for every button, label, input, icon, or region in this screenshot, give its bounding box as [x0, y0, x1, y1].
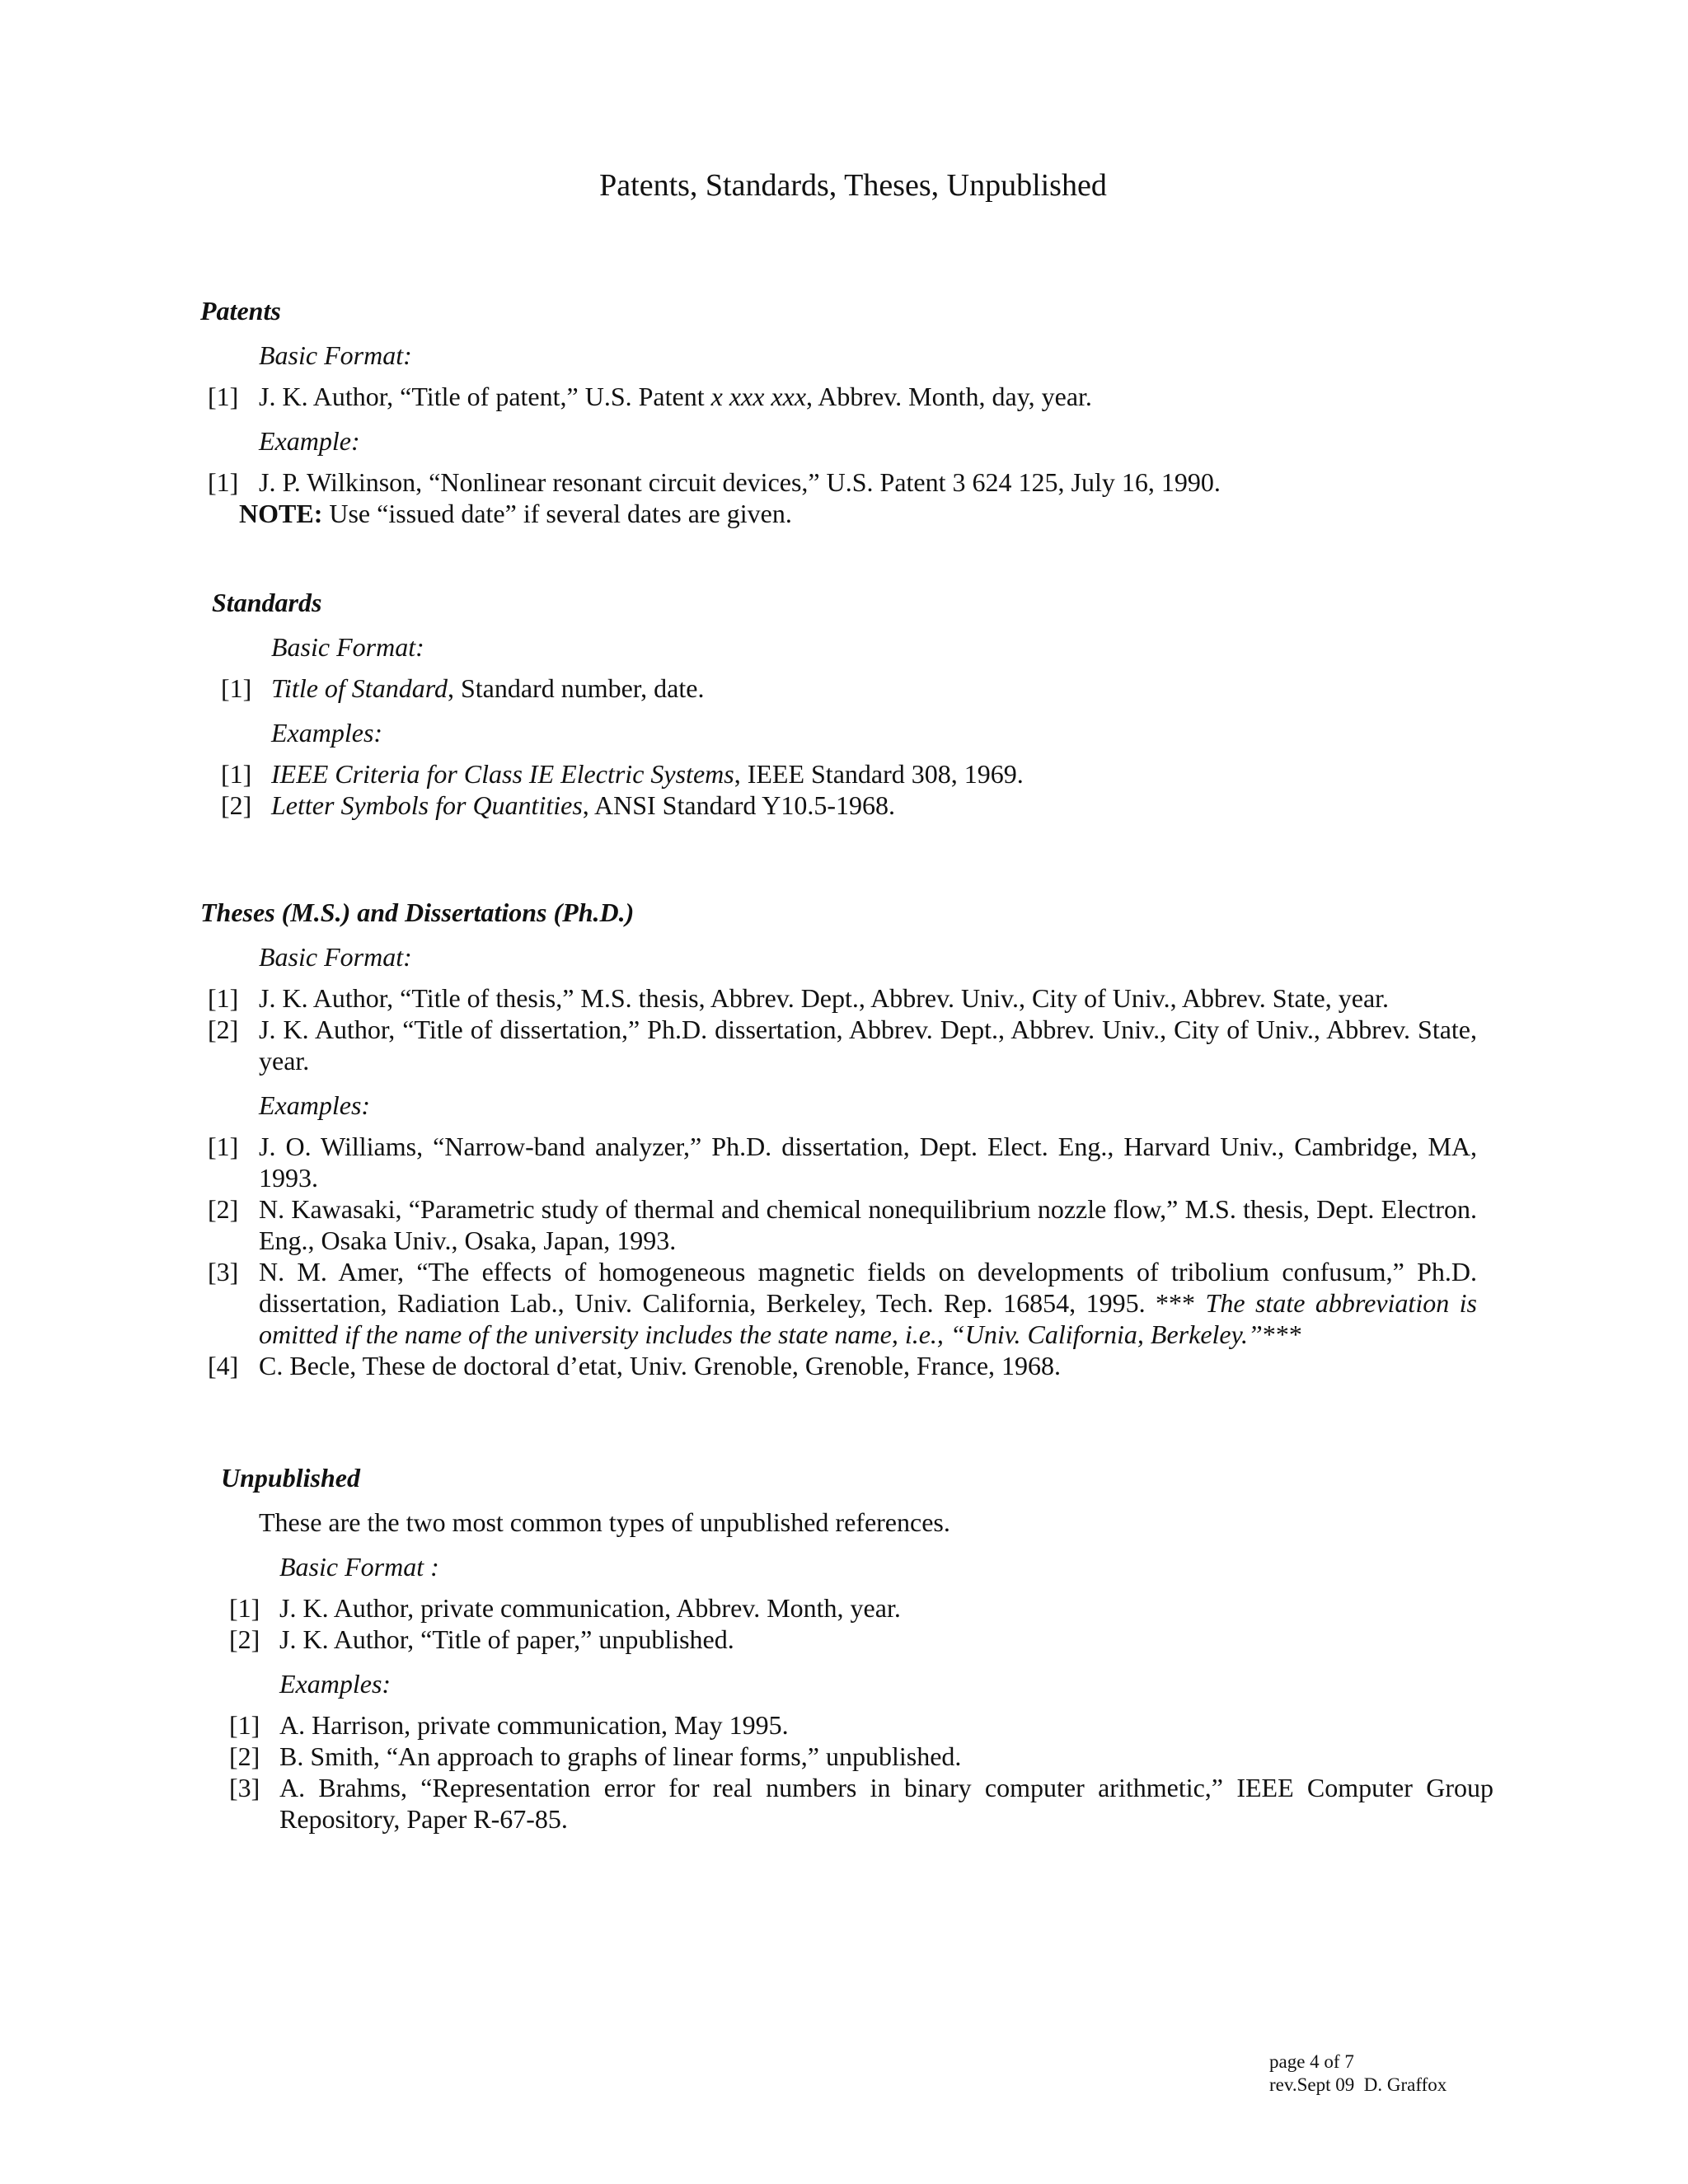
ref-number: [2] [221, 790, 252, 820]
patents-basic-format-label: Basic Format: [259, 340, 412, 370]
ref-text: Letter Symbols for Quantities, ANSI Standard Y10.5-1968. [271, 790, 895, 820]
ref-text: C. Becle, These de doctoral d’etat, Univ. Grenoble, Grenoble, France, 1968. [259, 1351, 1062, 1380]
standards-examples-label: Examples: [271, 718, 383, 748]
ref-text: J. O. Williams, “Narrow-band analyzer,” Ph.D. dissertation, Dept. Elect. Eng., Harvard Univ., Cambridge, MA, 1993. [259, 1132, 1477, 1193]
ref-text: J. K. Author, private communication, Abbrev. Month, year. [279, 1593, 901, 1623]
ref-text: IEEE Criteria for Class IE Electric Systems, IEEE Standard 308, 1969. [271, 759, 1024, 789]
ref-number: [1] [208, 1132, 239, 1161]
ref-text: J. K. Author, “Title of patent,” U.S. Patent x xxx xxx, Abbrev. Month, day, year. [259, 382, 1092, 411]
ref-number: [1] [221, 759, 252, 789]
ref-number: [2] [229, 1624, 260, 1654]
ref-text: J. K. Author, “Title of thesis,” M.S. thesis, Abbrev. Dept., Abbrev. Univ., City of Univ., Abbrev. State, year. [259, 983, 1390, 1013]
ref-text: N. M. Amer, “The effects of homogeneous magnetic fields on developments of tribolium confusum,” Ph.D. dissertation, Radiation Lab., Univ. California, Berkeley, Tech. Rep. 16854, 1995. *** The state abbreviation is omitted if the name of the university includes the state name, i.e., “Univ. California, Berkeley.”*** [259, 1257, 1478, 1349]
unpublished-basic-format-label: Basic Format : [279, 1552, 439, 1582]
ref-number: [4] [208, 1351, 239, 1380]
unpublished-intro: These are the two most common types of unpublished references. [259, 1507, 950, 1537]
ref-number: [1] [229, 1593, 260, 1623]
standards-heading: Standards [212, 588, 322, 617]
patents-note: NOTE: Use “issued date” if several dates are given. [239, 499, 792, 528]
ref-number: [1] [208, 382, 239, 411]
theses-heading: Theses (M.S.) and Dissertations (Ph.D.) [200, 898, 635, 927]
ref-number: [1] [208, 983, 239, 1013]
patents-example-label: Example: [259, 426, 360, 456]
page-number: page 4 of 7 [1269, 2051, 1354, 2072]
patents-heading: Patents [200, 296, 281, 326]
unpublished-heading: Unpublished [221, 1463, 360, 1493]
ref-number: [2] [208, 1015, 239, 1044]
revision-note: rev.Sept 09 D. Graffox [1269, 2074, 1447, 2095]
ref-number: [1] [221, 673, 252, 703]
ref-number: [2] [229, 1741, 260, 1771]
theses-basic-format-label: Basic Format: [259, 942, 412, 972]
ref-text: N. Kawasaki, “Parametric study of thermal and chemical nonequilibrium nozzle flow,” M.S. thesis, Dept. Electron. Eng., Osaka Univ., Osaka, Japan, 1993. [259, 1194, 1477, 1255]
ref-number: [1] [229, 1710, 260, 1740]
page-footer [1269, 2050, 1447, 2097]
ref-number: [2] [208, 1194, 239, 1224]
page-title: Patents, Standards, Theses, Unpublished [599, 168, 1107, 203]
ref-number: [1] [208, 467, 239, 497]
unpublished-examples-label: Examples: [279, 1669, 392, 1699]
ref-text: J. P. Wilkinson, “Nonlinear resonant circuit devices,” U.S. Patent 3 624 125, July 16, 1990. [259, 467, 1221, 497]
ref-text: A. Brahms, “Representation error for real numbers in binary computer arithmetic,” IEEE Computer Group Repository, Paper R-67-85. [279, 1773, 1493, 1834]
theses-examples-label: Examples: [259, 1090, 371, 1120]
ref-number: [3] [229, 1773, 260, 1802]
ref-text: J. K. Author, “Title of paper,” unpublished. [279, 1624, 734, 1654]
standards-basic-format-label: Basic Format: [271, 632, 424, 662]
ref-text: A. Harrison, private communication, May 1995. [279, 1710, 789, 1740]
ref-number: [3] [208, 1257, 239, 1286]
ref-text: B. Smith, “An approach to graphs of linear forms,” unpublished. [279, 1741, 962, 1771]
ref-text: J. K. Author, “Title of dissertation,” Ph.D. dissertation, Abbrev. Dept., Abbrev. Univ., City of Univ., Abbrev. State, year. [259, 1015, 1477, 1076]
ref-text: Title of Standard, Standard number, date. [271, 673, 705, 703]
